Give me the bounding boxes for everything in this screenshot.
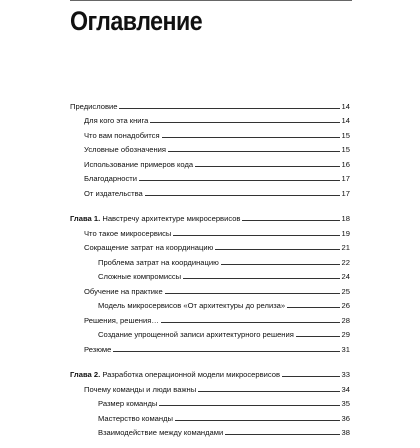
toc-entry[interactable] [70,408,350,423]
toc-entry-title [84,385,196,394]
toc-entry-title [84,287,163,296]
toc-entry-title [98,428,223,437]
entry-text: Размер команды [98,399,158,408]
page-number: 15 [341,145,350,154]
entry-text: Обучение на практике [84,286,163,296]
entry-text: Сокращение затрат на координацию [84,243,214,252]
toc-entry[interactable] [70,111,350,126]
entry-text: Условные обозначения [84,145,167,154]
toc-entry[interactable] [70,140,350,155]
leader-line [159,405,339,406]
entry-text: Модель микросервисов «От архитектуры до релиза» [98,301,286,310]
page-number: 22 [341,257,350,267]
toc-section [70,365,350,438]
toc-entry[interactable] [70,252,350,267]
page-number: 14 [341,101,350,111]
entry-text: Навстречу архитектуре микросервисов [100,214,241,223]
toc-entry[interactable] [70,154,350,169]
leader-line [225,434,339,435]
toc-entry-title [84,145,166,154]
toc-entry[interactable] [70,423,350,438]
entry-text: Сложные компромиссы [98,272,182,281]
chapter-number: Глава 2. [70,370,101,379]
entry-text: Благодарности [84,174,138,183]
leader-line [221,264,340,265]
page-number: 26 [341,301,350,310]
entry-text: Использование примеров кода [84,159,194,169]
toc-entry-title [84,160,193,169]
entry-text: От издательства [84,188,143,198]
toc-entry-title [70,214,240,223]
toc-entry-title [98,272,181,281]
leader-line [165,293,340,294]
toc-chapter-entry[interactable] [70,209,350,224]
toc-section [70,209,350,354]
leader-line [119,108,339,109]
toc-entry-title [98,414,173,423]
page-number: 34 [341,384,350,394]
toc-entry-title [84,174,137,183]
toc-entry-title [70,102,117,111]
page-number: 18 [341,214,350,223]
toc-entry[interactable] [70,125,350,140]
toc-entry-title [98,330,294,339]
page-number: 19 [341,228,350,238]
toc-entry[interactable] [70,296,350,311]
toc-entry-title [84,229,171,238]
entry-text: Что вам понадобится [84,130,160,140]
page-number: 38 [341,428,350,437]
entry-text: Что такое микросервисы [84,228,172,238]
toc-entry[interactable] [70,281,350,296]
toc-entry[interactable] [70,339,350,354]
leader-line [198,391,339,392]
toc-entry-title [84,243,213,252]
leader-line [242,220,339,221]
toc-entry[interactable] [70,238,350,253]
leader-line [139,180,340,181]
page-number: 24 [341,272,350,281]
toc-entry[interactable] [70,223,350,238]
leader-line [168,151,340,152]
header-rule [70,0,352,1]
toc-entry-title [70,370,280,379]
entry-text: Решения, решения… [84,315,159,325]
page-number: 21 [341,243,350,252]
entry-text: Предисловие [70,101,118,111]
page-number: 17 [341,174,350,183]
leader-line [215,249,339,250]
toc-entry-title [98,399,157,408]
toc-entry[interactable] [70,169,350,184]
toc-entry-title [84,131,160,140]
toc-chapter-entry[interactable] [70,365,350,380]
entry-text: Мастерство команды [98,413,173,423]
toc-entry-title [98,258,219,267]
page-number: 29 [341,330,350,339]
toc-entry-title [84,345,111,354]
toc-entry[interactable] [70,325,350,340]
page-title: Оглавление [70,6,203,36]
toc-entry-title [84,316,159,325]
entry-text: Создание упрощенной записи архитектурного решения [98,330,294,339]
toc-section [70,96,350,198]
toc-entry[interactable] [70,183,350,198]
leader-line [183,278,339,279]
entry-text: Резюме [84,344,112,354]
page-number: 16 [341,159,350,169]
page-number: 28 [341,315,350,325]
page-number: 14 [341,116,350,125]
chapter-number: Глава 1. [70,214,101,223]
page-number: 33 [341,370,350,379]
page-number: 15 [341,130,350,140]
toc-chapter-entry[interactable] [70,96,350,111]
toc-entry[interactable] [70,394,350,409]
leader-line [173,235,339,236]
page-number: 25 [341,286,350,296]
entry-text: Проблема затрат на координацию [98,257,219,267]
leader-line [296,336,340,337]
page-number: 31 [341,344,350,354]
leader-line [161,322,340,323]
leader-line [162,137,340,138]
entry-text: Почему команды и люди важны [84,384,197,394]
toc-entry[interactable] [70,379,350,394]
toc-entry-title [98,301,285,310]
entry-text: Разработка операционной модели микросервисов [100,370,281,379]
entry-text: Взаимодействие между командами [98,428,224,437]
leader-line [282,376,339,377]
toc-entry-title [84,189,143,198]
toc-entry[interactable] [70,267,350,282]
toc-entry-title [84,116,148,125]
page-number: 17 [341,188,350,198]
table-of-contents [70,96,350,448]
toc-entry[interactable] [70,310,350,325]
leader-line [287,307,339,308]
entry-text: Для кого эта книга [84,116,149,125]
leader-line [113,351,339,352]
page-number: 35 [341,399,350,408]
leader-line [195,166,339,167]
page-number: 36 [341,413,350,423]
leader-line [150,122,339,123]
leader-line [145,195,340,196]
